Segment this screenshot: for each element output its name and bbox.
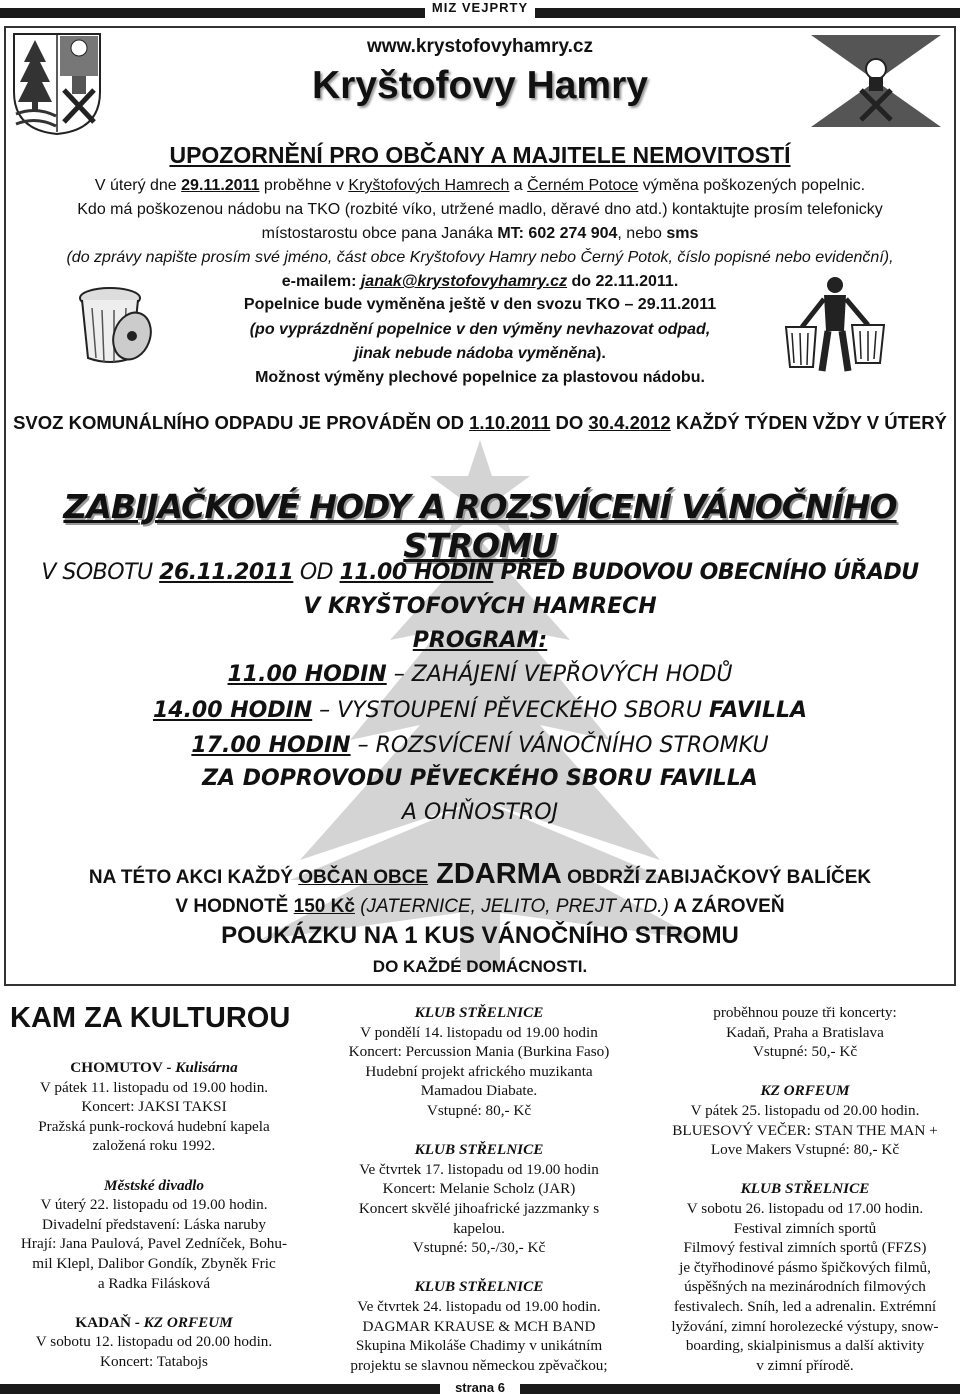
event-text: Pražská punk-rocková hudební kapela xyxy=(38,1117,270,1135)
event-text: Koncert: Tatabojs xyxy=(100,1352,208,1370)
gift-line-1: NA TÉTO AKCI KAŽDÝ OBČAN OBCE ZDARMA OBDRŽÍ ZABIJAČKOVÝ BALÍČEK xyxy=(88,858,872,890)
event-text: úspěšných na mezinárodních filmových xyxy=(684,1278,926,1296)
venue-heading: KLUB STŘELNICE xyxy=(414,1278,544,1296)
event-text: proběhnou pouze tři koncerty: xyxy=(713,1004,897,1021)
event-text: V pátek 25. listopadu od 20.00 hodin. xyxy=(690,1101,920,1119)
gift-line-2: V HODNOTĚ 150 Kč (JATERNICE, JELITO, PREJT ATD.) A ZÁROVEŇ xyxy=(175,896,785,917)
venue-heading: KZ ORFEUM xyxy=(760,1082,850,1100)
event-text: V pátek 11. listopadu od 19.00 hodin. xyxy=(39,1078,269,1096)
program-item-1: 11.00 HODIN – ZAHÁJENÍ VEPŘOVÝCH HODŮ xyxy=(227,662,733,687)
gift-line-4: DO KAŽDÉ DOMÁCNOSTI. xyxy=(372,957,588,976)
event-text: Festival zimních sportů xyxy=(733,1219,877,1237)
venue-heading: KADAŇ - KZ ORFEUM xyxy=(75,1313,233,1331)
event-text: projektu se slavnou německou zpěvačkou; xyxy=(350,1356,608,1374)
notice-line-3: místostarostu obce pana Janáka MT: 602 274 904, nebo sms xyxy=(261,225,699,242)
event-text: Hudební projekt afrického muzikanta xyxy=(365,1062,593,1080)
event-text: boarding, skialpinismus a další aktivity xyxy=(685,1337,925,1355)
event-text: V sobotu 12. listopadu od 20.00 hodin. xyxy=(35,1333,273,1351)
notice-line-9: Možnost výměny plechové popelnice za plastovou nádobu. xyxy=(255,369,705,386)
event-title: ZABIJAČKOVÉ HODY A ROZSVÍCENÍ VÁNOČNÍHO STROMU xyxy=(63,487,897,565)
notice-line-8: jinak nebude nádoba vyměněna). xyxy=(354,345,606,362)
event-text: Divadelní představení: Láska naruby xyxy=(42,1215,266,1233)
gift-line-3: POUKÁZKU NA 1 KUS VÁNOČNÍHO STROMU xyxy=(221,922,739,949)
notice-line-7: (po vyprázdnění popelnice v den výměny nevhazovat odpad, xyxy=(249,321,711,338)
venue-heading: KLUB STŘELNICE xyxy=(414,1004,544,1021)
notice-title: UPOZORNĚNÍ PRO OBČANY A MAJITELE NEMOVITOSTÍ xyxy=(169,142,791,168)
spacer xyxy=(326,1258,632,1278)
event-text: Koncert: Percussion Mania (Burkina Faso) xyxy=(348,1043,610,1061)
program-fireworks: A OHŇOSTROJ xyxy=(401,800,559,825)
culture-column-2 xyxy=(326,1003,632,1375)
notice-line-1: V úterý dne 29.11.2011 proběhne v Kryštofových Hamrech a Černém Potoce výměna poškozených popelnic. xyxy=(94,177,866,194)
venue-heading: KLUB STŘELNICE xyxy=(740,1180,870,1198)
notice-line-4: (do zprávy napište prosím své jméno, část obce Kryštofovy Hamry nebo Černý Potok, číslo popisné nebo evidenční), xyxy=(66,249,894,266)
page-number: strana 6 xyxy=(455,1380,505,1395)
event-text: Ve čtvrtek 24. listopadu od 19.00 hodin. xyxy=(357,1297,601,1315)
culture-column-1 xyxy=(4,1058,304,1372)
event-text: Koncert skvělé jihoafrické jazzmanky s xyxy=(358,1199,600,1217)
venue-heading: CHOMUTOV - Kulisárna xyxy=(70,1059,238,1076)
worker-carrying-bins-icon xyxy=(780,275,890,375)
notice-line-6: Popelnice bude vyměněna ještě v den svozu TKO – 29.11.2011 xyxy=(243,296,717,313)
event-text: založená roku 1992. xyxy=(92,1137,216,1155)
event-text: lyžování, zimní horolezecké výstupy, snow- xyxy=(671,1317,939,1335)
program-item-3-cont: ZA DOPROVODU PĚVECKÉHO SBORU FAVILLA xyxy=(202,766,758,791)
culture-heading: KAM ZA KULTUROU xyxy=(10,1002,291,1034)
magazine-title: MIZ VEJPRTY xyxy=(431,0,529,15)
event-text: je čtyřhodinové pásmo špičkových filmů, xyxy=(679,1258,931,1276)
website-url: www.krystofovyhamry.cz xyxy=(367,36,593,57)
event-text: Ve čtvrtek 17. listopadu od 19.00 hodin xyxy=(359,1160,599,1178)
venue-heading: Městské divadlo xyxy=(104,1176,204,1194)
program-item-2: 14.00 HODIN – VYSTOUPENÍ PĚVECKÉHO SBORU FAVILLA xyxy=(152,698,808,723)
event-text: Koncert: Melanie Scholz (JAR) xyxy=(382,1180,576,1198)
event-text: Koncert: JAKSI TAKSI xyxy=(81,1098,227,1116)
event-text: mil Klepl, Dalibor Gondík, Zbyněk Fric xyxy=(32,1254,276,1272)
waste-schedule: SVOZ KOMUNÁLNÍHO ODPADU JE PROVÁDĚN OD 1.10.2011 DO 30.4.2012 KAŽDÝ TÝDEN VŽDY V ÚTERÝ xyxy=(13,412,947,433)
event-text: Vstupné: 50,-/30,- Kč xyxy=(412,1239,546,1257)
event-text: kapelou. xyxy=(453,1219,505,1237)
event-text: Kadaň, Praha a Bratislava xyxy=(726,1023,884,1041)
event-text: V úterý 22. listopadu od 19.00 hodin. xyxy=(40,1196,268,1214)
event-text: BLUESOVÝ VEČER: STAN THE MAN + xyxy=(672,1121,938,1139)
program-heading: PROGRAM: xyxy=(412,628,548,653)
event-text: festivalech. Sníh, led a adrenalin. Extrémní xyxy=(673,1297,937,1315)
trash-can-icon xyxy=(70,278,160,368)
notice-line-5: e-mailem: janak@krystofovyhamry.cz do 22.11.2011. xyxy=(281,273,679,290)
event-line-1: V SOBOTU 26.11.2011 OD 11.00 HODIN PŘED BUDOVOU OBECNÍHO ÚŘADU xyxy=(41,560,919,585)
notice-line-2: Kdo má poškozenou nádobu na TKO (rozbité víko, utržené madlo, děravé dno atd.) kontaktujte prosím telefonicky xyxy=(77,201,883,218)
event-line-2: V KRYŠTOFOVÝCH HAMRECH xyxy=(303,594,657,619)
event-text: a Radka Filásková xyxy=(97,1274,211,1292)
culture-column-3 xyxy=(652,1003,958,1375)
event-text: v zimní přírodě. xyxy=(756,1356,854,1374)
spacer xyxy=(4,1293,304,1313)
event-text: Filmový festival zimních sportů (FFZS) xyxy=(683,1239,927,1257)
spacer xyxy=(652,1160,958,1180)
spacer xyxy=(4,1156,304,1176)
event-text: Love Makers Vstupné: 80,- Kč xyxy=(710,1141,900,1159)
event-text: Hrají: Jana Paulová, Pavel Zedníček, Bohu- xyxy=(20,1235,288,1253)
program-item-3: 17.00 HODIN – ROZSVÍCENÍ VÁNOČNÍHO STROMKU xyxy=(191,733,769,758)
event-text: V pondělí 14. listopadu od 19.00 hodin xyxy=(360,1023,598,1041)
venue-heading: KLUB STŘELNICE xyxy=(414,1141,544,1159)
event-text: Mamadou Diabate. xyxy=(420,1082,538,1100)
event-text: Vstupné: 50,- Kč xyxy=(752,1043,858,1061)
event-text: Skupina Mikoláše Chadimy v unikátním xyxy=(355,1337,603,1355)
spacer xyxy=(652,1062,958,1082)
town-name: Kryštofovy Hamry xyxy=(312,64,648,107)
event-text: V sobotu 26. listopadu od 17.00 hodin. xyxy=(686,1199,924,1217)
spacer xyxy=(326,1121,632,1141)
event-text: DAGMAR KRAUSE & MCH BAND xyxy=(362,1317,596,1335)
event-text: Vstupné: 80,- Kč xyxy=(426,1101,532,1119)
